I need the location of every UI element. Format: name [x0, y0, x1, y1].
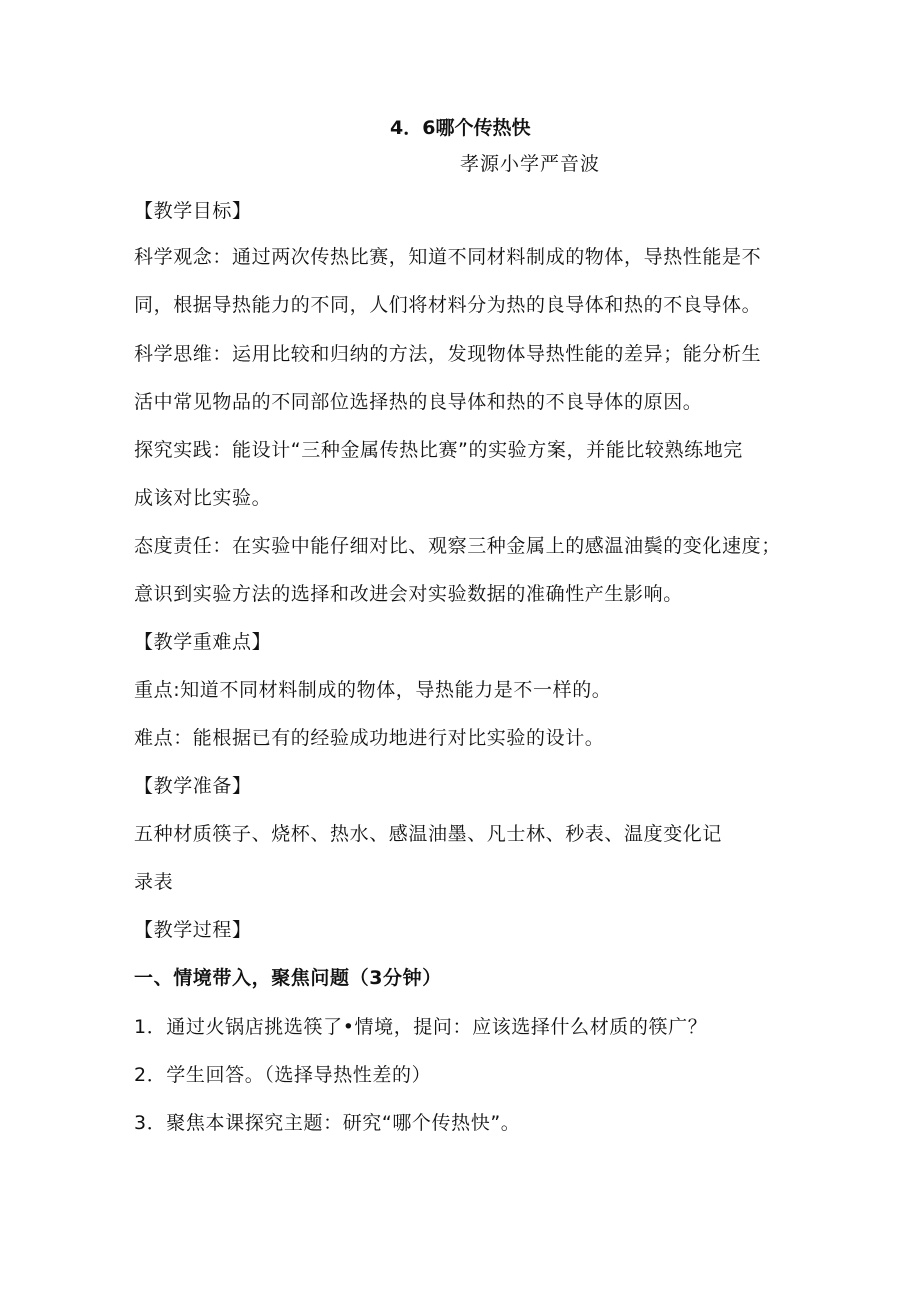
section-heading-process: 【教学过程】: [134, 919, 252, 941]
author-line: 孝源小学严音波: [460, 153, 601, 175]
paragraph-line: 录表: [134, 871, 174, 893]
list-item: 3．聚焦本课探究主题：研究“哪个传热快”。: [134, 1112, 521, 1134]
list-item: 1．通过火锅店挑选筷了•情境，提问：应该选择什么材质的筷广？: [134, 1016, 708, 1038]
paragraph-line: 成该对比实验。: [134, 487, 272, 509]
lesson-title: 4．6哪个传热快: [390, 117, 531, 139]
paragraph-line: 五种材质筷子、烧杯、热水、感温油墨、凡士林、秒表、温度变化记: [134, 823, 723, 845]
paragraph-line: 意识到实验方法的选择和改进会对实验数据的准确性产生影响。: [134, 583, 683, 605]
paragraph-line: 探究实践：能设计“三种金属传热比赛”的实验方案，并能比较熟练地完: [134, 439, 743, 461]
section-heading-objectives: 【教学目标】: [134, 200, 252, 222]
section-heading-key-points: 【教学重难点】: [134, 631, 272, 653]
paragraph-line: 难点：能根据已有的经验成功地进行对比实验的设计。: [134, 727, 605, 749]
paragraph-line: 态度责任：在实验中能仔细对比、观察三种金属上的感温油鬓的变化速度；: [134, 535, 781, 557]
paragraph-line: 科学思维：运用比较和归纳的方法，发现物体导热性能的差异；能分析生: [134, 343, 762, 365]
paragraph-line: 科学观念：通过两次传热比赛，知道不同材料制成的物体，导热性能是不: [134, 246, 762, 268]
paragraph-line: 活中常见物品的不同部位选择热的良导体和热的不良导体的原因。: [134, 391, 703, 413]
paragraph-line: 重点:知道不同材料制成的物体，导热能力是不一样的。: [134, 679, 612, 701]
paragraph-line: 同，根据导热能力的不同，人们将材料分为热的良导体和热的不良导体。: [134, 294, 762, 316]
section-heading-preparation: 【教学准备】: [134, 775, 252, 797]
subsection-heading: 一、情境带入，聚焦问题（3分钟）: [134, 967, 442, 989]
list-item: 2．学生回答。（选择导热性差的）: [134, 1064, 432, 1086]
